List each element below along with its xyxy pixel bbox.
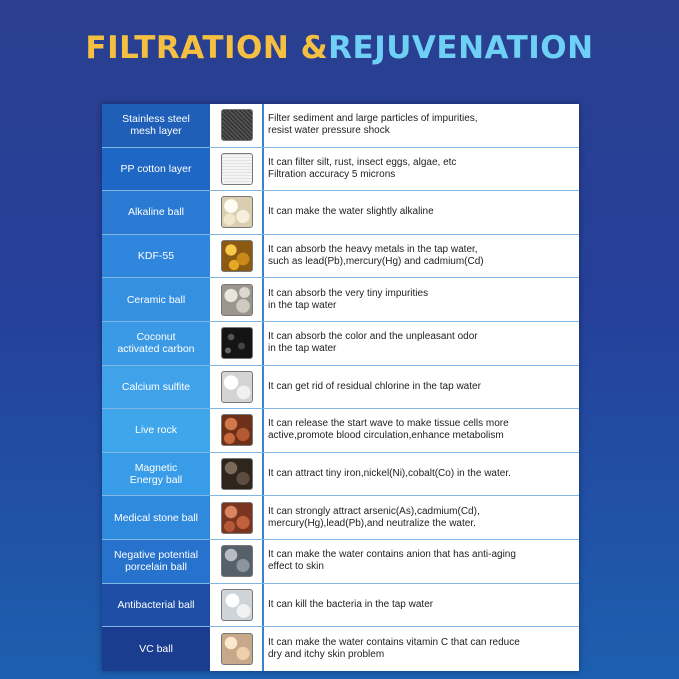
- thumbnail-cell: [212, 627, 262, 671]
- live-rock-icon: [221, 414, 253, 446]
- layer-label: Ceramic ball: [102, 278, 212, 321]
- layer-description: It can attract tiny iron,nickel(Ni),cobalt(Co) in the water.: [262, 453, 579, 496]
- magnetic-ball-icon: [221, 458, 253, 490]
- title-part1: FILTRATION &: [85, 30, 329, 66]
- layer-label: PP cotton layer: [102, 148, 212, 191]
- thumbnail-cell: [212, 148, 262, 191]
- layer-label: Live rock: [102, 409, 212, 452]
- layer-label: Calcium sulfite: [102, 366, 212, 409]
- layer-description: It can make the water slightly alkaline: [262, 191, 579, 234]
- title-part2: REJUVENATION: [328, 30, 594, 66]
- layer-description: It can release the start wave to make tissue cells more active,promote blood circulation,enhance metabolism: [262, 409, 579, 452]
- layer-label: Coconut activated carbon: [102, 322, 212, 365]
- kdf-granules-icon: [221, 240, 253, 272]
- layer-description: It can absorb the heavy metals in the tap water, such as lead(Pb),mercury(Hg) and cadmium(Cd): [262, 235, 579, 278]
- layer-label: Stainless steel mesh layer: [102, 104, 212, 147]
- thumbnail-cell: [212, 366, 262, 409]
- thumbnail-cell: [212, 540, 262, 583]
- table-row: [102, 584, 579, 628]
- layer-label: Medical stone ball: [102, 496, 212, 539]
- cotton-texture-icon: [221, 153, 253, 185]
- thumbnail-cell: [212, 409, 262, 452]
- calcium-ball-icon: [221, 371, 253, 403]
- table-row: [102, 540, 579, 584]
- porcelain-ball-icon: [221, 545, 253, 577]
- antibacterial-ball-icon: [221, 589, 253, 621]
- table-row: [102, 235, 579, 279]
- layer-label: KDF-55: [102, 235, 212, 278]
- layer-description: It can get rid of residual chlorine in the tap water: [262, 366, 579, 409]
- layer-label: Magnetic Energy ball: [102, 453, 212, 496]
- table-row: [102, 453, 579, 497]
- layer-description: It can absorb the color and the unpleasant odor in the tap water: [262, 322, 579, 365]
- layer-description: It can kill the bacteria in the tap water: [262, 584, 579, 627]
- thumbnail-cell: [212, 322, 262, 365]
- page-title: [0, 30, 679, 66]
- layer-label: Antibacterial ball: [102, 584, 212, 627]
- thumbnail-cell: [212, 191, 262, 234]
- table-row: [102, 191, 579, 235]
- table-row: [102, 627, 579, 671]
- table-row: [102, 148, 579, 192]
- medical-stone-icon: [221, 502, 253, 534]
- table-row: [102, 496, 579, 540]
- thumbnail-cell: [212, 235, 262, 278]
- alkaline-ball-icon: [221, 196, 253, 228]
- layer-description: It can absorb the very tiny impurities in the tap water: [262, 278, 579, 321]
- thumbnail-cell: [212, 104, 262, 147]
- layer-label: Alkaline ball: [102, 191, 212, 234]
- vc-ball-icon: [221, 633, 253, 665]
- layer-description: Filter sediment and large particles of impurities, resist water pressure shock: [262, 104, 579, 147]
- layer-description: It can strongly attract arsenic(As),cadmium(Cd), mercury(Hg),lead(Pb),and neutralize the water.: [262, 496, 579, 539]
- thumbnail-cell: [212, 278, 262, 321]
- mesh-texture-icon: [221, 109, 253, 141]
- layer-description: It can filter silt, rust, insect eggs, algae, etc Filtration accuracy 5 microns: [262, 148, 579, 191]
- table-row: [102, 366, 579, 410]
- table-row: [102, 409, 579, 453]
- ceramic-ball-icon: [221, 284, 253, 316]
- thumbnail-cell: [212, 453, 262, 496]
- table-row: [102, 278, 579, 322]
- thumbnail-cell: [212, 584, 262, 627]
- layer-description: It can make the water contains anion that has anti-aging effect to skin: [262, 540, 579, 583]
- table-row: [102, 322, 579, 366]
- filter-layers-table: [102, 104, 579, 671]
- layer-description: It can make the water contains vitamin C that can reduce dry and itchy skin problem: [262, 627, 579, 671]
- carbon-granules-icon: [221, 327, 253, 359]
- table-row: [102, 104, 579, 148]
- thumbnail-cell: [212, 496, 262, 539]
- layer-label: VC ball: [102, 627, 212, 671]
- layer-label: Negative potential porcelain ball: [102, 540, 212, 583]
